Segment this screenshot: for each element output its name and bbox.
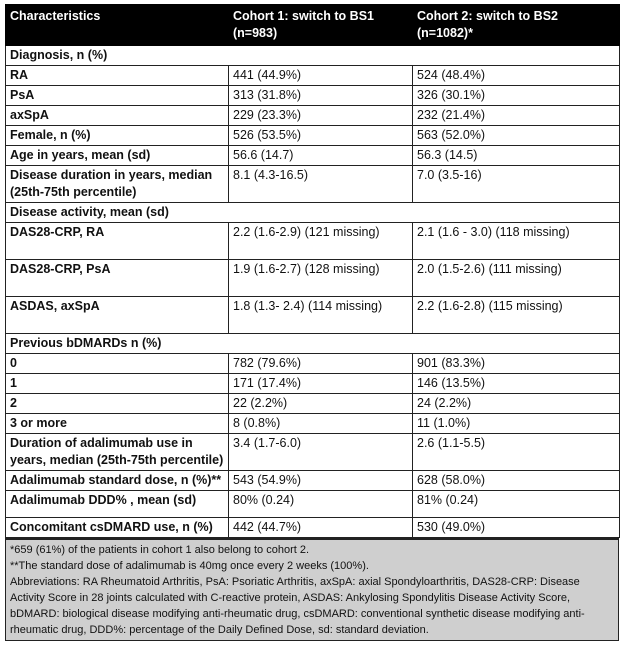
baseline-characteristics-table — [5, 4, 619, 641]
row-label: 2 — [6, 394, 229, 414]
cohort-2-value: 2.1 (1.6 - 3.0) (118 missing) — [413, 223, 620, 260]
table-row — [6, 260, 620, 297]
table-row — [6, 86, 620, 106]
row-label: Concomitant csDMARD use, n (%) — [6, 518, 229, 538]
table-row — [6, 354, 620, 374]
table-row — [6, 491, 620, 518]
cohort-2-value: 81% (0.24) — [413, 491, 620, 518]
row-label: axSpA — [6, 106, 229, 126]
cohort-2-value: 326 (30.1%) — [413, 86, 620, 106]
row-label: Adalimumab DDD% , mean (sd) — [6, 491, 229, 518]
cohort-2-value: 11 (1.0%) — [413, 414, 620, 434]
section-label: Previous bDMARDs n (%) — [6, 334, 620, 354]
header-characteristics: Characteristics — [6, 5, 229, 46]
table-footnotes — [5, 538, 619, 641]
cohort-1-value: 526 (53.5%) — [229, 126, 413, 146]
cohort-1-value: 8 (0.8%) — [229, 414, 413, 434]
cohort-1-value: 22 (2.2%) — [229, 394, 413, 414]
table-row — [6, 66, 620, 86]
cohort-1-value: 171 (17.4%) — [229, 374, 413, 394]
cohort-2-value: 232 (21.4%) — [413, 106, 620, 126]
cohort-1-value: 3.4 (1.7-6.0) — [229, 434, 413, 471]
table-row — [6, 297, 620, 334]
row-label: PsA — [6, 86, 229, 106]
cohort-2-value: 2.2 (1.6-2.8) (115 missing) — [413, 297, 620, 334]
row-label: Duration of adalimumab use in years, median (25th-75th percentile) — [6, 434, 229, 471]
cohort-1-value: 1.8 (1.3- 2.4) (114 missing) — [229, 297, 413, 334]
footnote-abbreviations: Abbreviations: RA Rheumatoid Arthritis, PsA: Psoriatic Arthritis, axSpA: axial Spondyloarthritis, DAS28-CRP: Disease Activity Score in 28 joints calculated with C-reactive protein, ASDAS: Ankylosing Spondylitis Disease Activity Score, bDMARD: biological disease modifying anti-rheumatic drug, csDMARD: conventional synthetic disease modifying anti-rheumatic drug, DDD%: percentage of the Daily Defined Dose, sd: standard deviation. — [10, 576, 585, 636]
row-label: ASDAS, axSpA — [6, 297, 229, 334]
table-row — [6, 394, 620, 414]
table-row — [6, 166, 620, 203]
footnote-2: **The standard dose of adalimumab is 40mg once every 2 weeks (100%). — [10, 560, 369, 572]
cohort-1-value: 782 (79.6%) — [229, 354, 413, 374]
table-row — [6, 106, 620, 126]
table-row — [6, 223, 620, 260]
table-row — [6, 374, 620, 394]
cohort-2-value: 530 (49.0%) — [413, 518, 620, 538]
section-row — [6, 334, 620, 354]
table-row — [6, 126, 620, 146]
table-row — [6, 471, 620, 491]
row-label: 1 — [6, 374, 229, 394]
row-label: Female, n (%) — [6, 126, 229, 146]
cohort-2-value: 2.6 (1.1-5.5) — [413, 434, 620, 471]
cohort-1-value: 229 (23.3%) — [229, 106, 413, 126]
cohort-1-value: 442 (44.7%) — [229, 518, 413, 538]
cohort-2-value: 146 (13.5%) — [413, 374, 620, 394]
row-label: Disease duration in years, median (25th-75th percentile) — [6, 166, 229, 203]
cohort-2-value: 56.3 (14.5) — [413, 146, 620, 166]
row-label: DAS28-CRP, PsA — [6, 260, 229, 297]
table-header-row — [6, 5, 620, 46]
row-label: Age in years, mean (sd) — [6, 146, 229, 166]
table-row — [6, 434, 620, 471]
cohort-2-value: 524 (48.4%) — [413, 66, 620, 86]
section-label: Disease activity, mean (sd) — [6, 203, 620, 223]
header-cohort-2: Cohort 2: switch to BS2 (n=1082)* — [413, 5, 620, 46]
cohort-2-value: 563 (52.0%) — [413, 126, 620, 146]
section-label: Diagnosis, n (%) — [6, 46, 620, 66]
cohort-2-value: 901 (83.3%) — [413, 354, 620, 374]
cohort-1-value: 80% (0.24) — [229, 491, 413, 518]
footnote-1: *659 (61%) of the patients in cohort 1 also belong to cohort 2. — [10, 544, 310, 556]
cohort-2-value: 24 (2.2%) — [413, 394, 620, 414]
row-label: RA — [6, 66, 229, 86]
cohort-1-value: 56.6 (14.7) — [229, 146, 413, 166]
row-label: Adalimumab standard dose, n (%)** — [6, 471, 229, 491]
row-label: 0 — [6, 354, 229, 374]
row-label: DAS28-CRP, RA — [6, 223, 229, 260]
cohort-1-value: 2.2 (1.6-2.9) (121 missing) — [229, 223, 413, 260]
cohort-1-value: 313 (31.8%) — [229, 86, 413, 106]
cohort-1-value: 8.1 (4.3-16.5) — [229, 166, 413, 203]
cohort-1-value: 543 (54.9%) — [229, 471, 413, 491]
cohort-2-value: 2.0 (1.5-2.6) (111 missing) — [413, 260, 620, 297]
cohort-1-value: 441 (44.9%) — [229, 66, 413, 86]
table-row — [6, 518, 620, 538]
table-row — [6, 146, 620, 166]
table-row — [6, 414, 620, 434]
row-label: 3 or more — [6, 414, 229, 434]
cohort-2-value: 7.0 (3.5-16) — [413, 166, 620, 203]
cohort-2-value: 628 (58.0%) — [413, 471, 620, 491]
header-cohort-1: Cohort 1: switch to BS1 (n=983) — [229, 5, 413, 46]
section-row — [6, 203, 620, 223]
cohort-1-value: 1.9 (1.6-2.7) (128 missing) — [229, 260, 413, 297]
section-row — [6, 46, 620, 66]
